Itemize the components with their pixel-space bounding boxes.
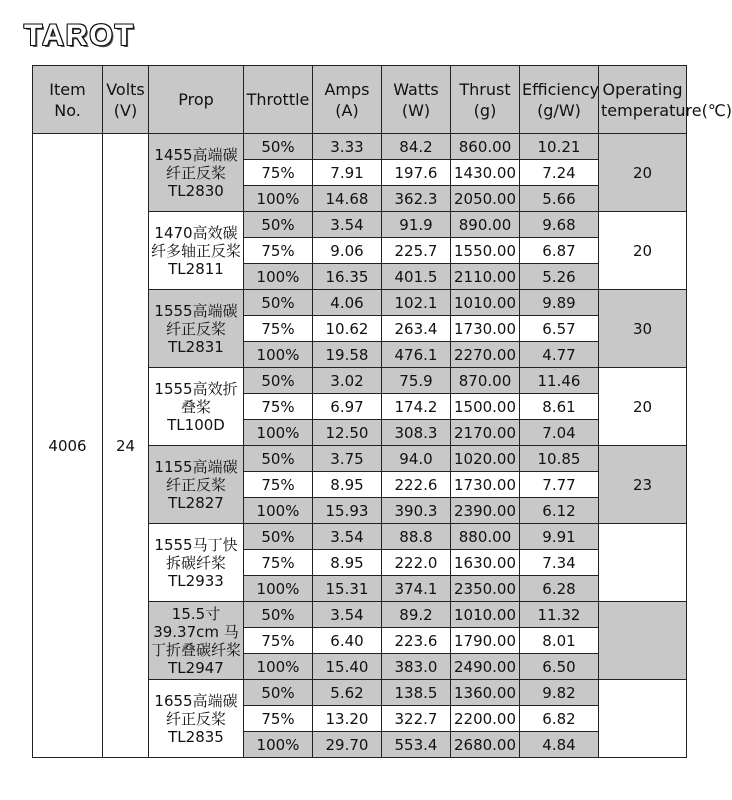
prop-cell [149, 446, 244, 524]
watts-cell: 138.5 [382, 680, 451, 706]
prop-cell [149, 134, 244, 212]
prop-name-line: 1455高端碳 [154, 145, 238, 164]
amps-cell: 29.70 [313, 732, 382, 758]
amps-cell: 3.54 [313, 524, 382, 550]
efficiency-cell: 9.89 [520, 290, 599, 316]
header-temp: Operating temperature(℃) [599, 66, 687, 134]
thrust-cell: 2270.00 [451, 342, 520, 368]
watts-cell: 94.0 [382, 446, 451, 472]
amps-cell: 3.54 [313, 212, 382, 238]
prop-name-line: 丁折叠碳纤桨 [151, 640, 242, 659]
watts-cell: 222.0 [382, 550, 451, 576]
prop-name-line: 15.5寸 [171, 604, 221, 623]
thrust-cell: 1630.00 [451, 550, 520, 576]
amps-cell: 7.91 [313, 160, 382, 186]
prop-cell [149, 290, 244, 368]
prop-name-line: 纤正反桨 [165, 319, 226, 338]
throttle-cell: 75% [244, 472, 313, 498]
prop-name-line: 39.37cm 马 [153, 622, 239, 641]
thrust-cell: 2350.00 [451, 576, 520, 602]
prop-name-line: TL2830 [168, 181, 224, 200]
prop-cell [149, 602, 244, 680]
motor-spec-table [32, 65, 732, 758]
prop-name-line: TL100D [167, 415, 225, 434]
amps-cell: 3.33 [313, 134, 382, 160]
prop-name-line: TL2831 [168, 337, 224, 356]
prop-name-line: 纤多轴正反桨 [151, 241, 242, 260]
efficiency-cell: 10.85 [520, 446, 599, 472]
watts-cell: 84.2 [382, 134, 451, 160]
efficiency-cell: 5.66 [520, 186, 599, 212]
amps-cell: 14.68 [313, 186, 382, 212]
throttle-cell: 100% [244, 264, 313, 290]
operating-temp-cell: 20 [599, 134, 687, 212]
header-item: Item No. [33, 66, 103, 134]
watts-cell: 225.7 [382, 238, 451, 264]
amps-cell: 15.40 [313, 654, 382, 680]
throttle-cell: 50% [244, 602, 313, 628]
watts-cell: 75.9 [382, 368, 451, 394]
prop-name-line: 1555高效折 [154, 379, 238, 398]
watts-cell: 197.6 [382, 160, 451, 186]
thrust-cell: 880.00 [451, 524, 520, 550]
throttle-cell: 100% [244, 420, 313, 446]
efficiency-cell: 6.82 [520, 706, 599, 732]
thrust-cell: 2490.00 [451, 654, 520, 680]
throttle-cell: 50% [244, 368, 313, 394]
amps-cell: 3.75 [313, 446, 382, 472]
prop-name-line: TL2947 [168, 658, 224, 677]
watts-cell: 362.3 [382, 186, 451, 212]
prop-name-line: 叠桨 [180, 397, 211, 416]
amps-cell: 3.02 [313, 368, 382, 394]
efficiency-cell: 8.61 [520, 394, 599, 420]
prop-name-line: TL2811 [168, 259, 224, 278]
prop-name-line: 纤正反桨 [165, 709, 226, 728]
amps-cell: 10.62 [313, 316, 382, 342]
prop-name-line: 拆碳纤桨 [165, 553, 226, 572]
throttle-cell: 50% [244, 524, 313, 550]
watts-cell: 553.4 [382, 732, 451, 758]
thrust-cell: 1550.00 [451, 238, 520, 264]
amps-cell: 16.35 [313, 264, 382, 290]
throttle-cell: 100% [244, 498, 313, 524]
volts-cell: 24 [103, 134, 149, 758]
efficiency-cell: 4.84 [520, 732, 599, 758]
amps-cell: 13.20 [313, 706, 382, 732]
prop-name-line: 1470高效碳 [154, 223, 238, 242]
throttle-cell: 50% [244, 680, 313, 706]
watts-cell: 322.7 [382, 706, 451, 732]
throttle-cell: 100% [244, 186, 313, 212]
thrust-cell: 2390.00 [451, 498, 520, 524]
thrust-cell: 1360.00 [451, 680, 520, 706]
throttle-cell: 50% [244, 134, 313, 160]
operating-temp-cell: 20 [599, 368, 687, 446]
throttle-cell: 100% [244, 732, 313, 758]
throttle-cell: 75% [244, 550, 313, 576]
amps-cell: 15.93 [313, 498, 382, 524]
amps-cell: 5.62 [313, 680, 382, 706]
amps-cell: 3.54 [313, 602, 382, 628]
efficiency-cell: 6.87 [520, 238, 599, 264]
watts-cell: 102.1 [382, 290, 451, 316]
watts-cell: 174.2 [382, 394, 451, 420]
operating-temp-cell [599, 680, 687, 758]
throttle-cell: 75% [244, 316, 313, 342]
throttle-cell: 100% [244, 654, 313, 680]
thrust-cell: 2680.00 [451, 732, 520, 758]
thrust-cell: 1730.00 [451, 316, 520, 342]
thrust-cell: 2200.00 [451, 706, 520, 732]
efficiency-cell: 5.26 [520, 264, 599, 290]
watts-cell: 383.0 [382, 654, 451, 680]
operating-temp-cell: 20 [599, 212, 687, 290]
watts-cell: 89.2 [382, 602, 451, 628]
throttle-cell: 75% [244, 238, 313, 264]
operating-temp-cell [599, 602, 687, 680]
header-thrust: Thrust (g) [451, 66, 520, 134]
table-body [33, 134, 687, 758]
efficiency-cell: 6.28 [520, 576, 599, 602]
header-throttle: Throttle [244, 66, 313, 134]
operating-temp-cell [599, 524, 687, 602]
efficiency-cell: 10.21 [520, 134, 599, 160]
watts-cell: 390.3 [382, 498, 451, 524]
table-header-row [33, 66, 687, 134]
prop-name-line: 1555马丁快 [154, 535, 238, 554]
thrust-cell: 1010.00 [451, 602, 520, 628]
tarot-logo: TAROT [24, 19, 136, 52]
header-prop: Prop [149, 66, 244, 134]
prop-name-line: TL2933 [168, 571, 224, 590]
efficiency-cell: 11.46 [520, 368, 599, 394]
prop-cell [149, 524, 244, 602]
watts-cell: 91.9 [382, 212, 451, 238]
throttle-cell: 50% [244, 212, 313, 238]
prop-name-line: TL2835 [168, 727, 224, 746]
efficiency-cell: 7.34 [520, 550, 599, 576]
watts-cell: 263.4 [382, 316, 451, 342]
throttle-cell: 75% [244, 160, 313, 186]
watts-cell: 88.8 [382, 524, 451, 550]
thrust-cell: 1020.00 [451, 446, 520, 472]
throttle-cell: 75% [244, 394, 313, 420]
operating-temp-cell: 30 [599, 290, 687, 368]
amps-cell: 6.97 [313, 394, 382, 420]
table-row [33, 134, 687, 160]
watts-cell: 476.1 [382, 342, 451, 368]
thrust-cell: 2050.00 [451, 186, 520, 212]
prop-cell [149, 368, 244, 446]
efficiency-cell: 6.50 [520, 654, 599, 680]
thrust-cell: 1430.00 [451, 160, 520, 186]
thrust-cell: 2170.00 [451, 420, 520, 446]
amps-cell: 19.58 [313, 342, 382, 368]
efficiency-cell: 11.32 [520, 602, 599, 628]
efficiency-cell: 7.77 [520, 472, 599, 498]
amps-cell: 12.50 [313, 420, 382, 446]
efficiency-cell: 9.68 [520, 212, 599, 238]
throttle-cell: 100% [244, 342, 313, 368]
prop-name-line: 1655高端碳 [154, 691, 238, 710]
watts-cell: 223.6 [382, 628, 451, 654]
thrust-cell: 1010.00 [451, 290, 520, 316]
efficiency-cell: 6.57 [520, 316, 599, 342]
amps-cell: 8.95 [313, 472, 382, 498]
efficiency-cell: 7.04 [520, 420, 599, 446]
thrust-cell: 860.00 [451, 134, 520, 160]
thrust-cell: 890.00 [451, 212, 520, 238]
amps-cell: 6.40 [313, 628, 382, 654]
prop-name-line: TL2827 [168, 493, 224, 512]
prop-name-line: 纤正反桨 [165, 163, 226, 182]
watts-cell: 308.3 [382, 420, 451, 446]
throttle-cell: 75% [244, 706, 313, 732]
watts-cell: 374.1 [382, 576, 451, 602]
throttle-cell: 50% [244, 290, 313, 316]
header-amps: Amps (A) [313, 66, 382, 134]
throttle-cell: 100% [244, 576, 313, 602]
efficiency-cell: 6.12 [520, 498, 599, 524]
amps-cell: 4.06 [313, 290, 382, 316]
thrust-cell: 870.00 [451, 368, 520, 394]
amps-cell: 8.95 [313, 550, 382, 576]
thrust-cell: 1730.00 [451, 472, 520, 498]
efficiency-cell: 9.91 [520, 524, 599, 550]
prop-name-line: 纤正反桨 [165, 475, 226, 494]
thrust-cell: 1790.00 [451, 628, 520, 654]
prop-cell [149, 680, 244, 758]
amps-cell: 9.06 [313, 238, 382, 264]
watts-cell: 401.5 [382, 264, 451, 290]
watts-cell: 222.6 [382, 472, 451, 498]
thrust-cell: 1500.00 [451, 394, 520, 420]
throttle-cell: 50% [244, 446, 313, 472]
prop-name-line: 1555高端碳 [154, 301, 238, 320]
amps-cell: 15.31 [313, 576, 382, 602]
prop-cell [149, 212, 244, 290]
header-volts: Volts (V) [103, 66, 149, 134]
thrust-cell: 2110.00 [451, 264, 520, 290]
efficiency-cell: 7.24 [520, 160, 599, 186]
efficiency-cell: 8.01 [520, 628, 599, 654]
prop-name-line: 1155高端碳 [154, 457, 238, 476]
throttle-cell: 75% [244, 628, 313, 654]
operating-temp-cell: 23 [599, 446, 687, 524]
header-watts: Watts (W) [382, 66, 451, 134]
efficiency-cell: 4.77 [520, 342, 599, 368]
header-efficiency: Efficiency (g/W) [520, 66, 599, 134]
item-no-cell: 4006 [33, 134, 103, 758]
efficiency-cell: 9.82 [520, 680, 599, 706]
